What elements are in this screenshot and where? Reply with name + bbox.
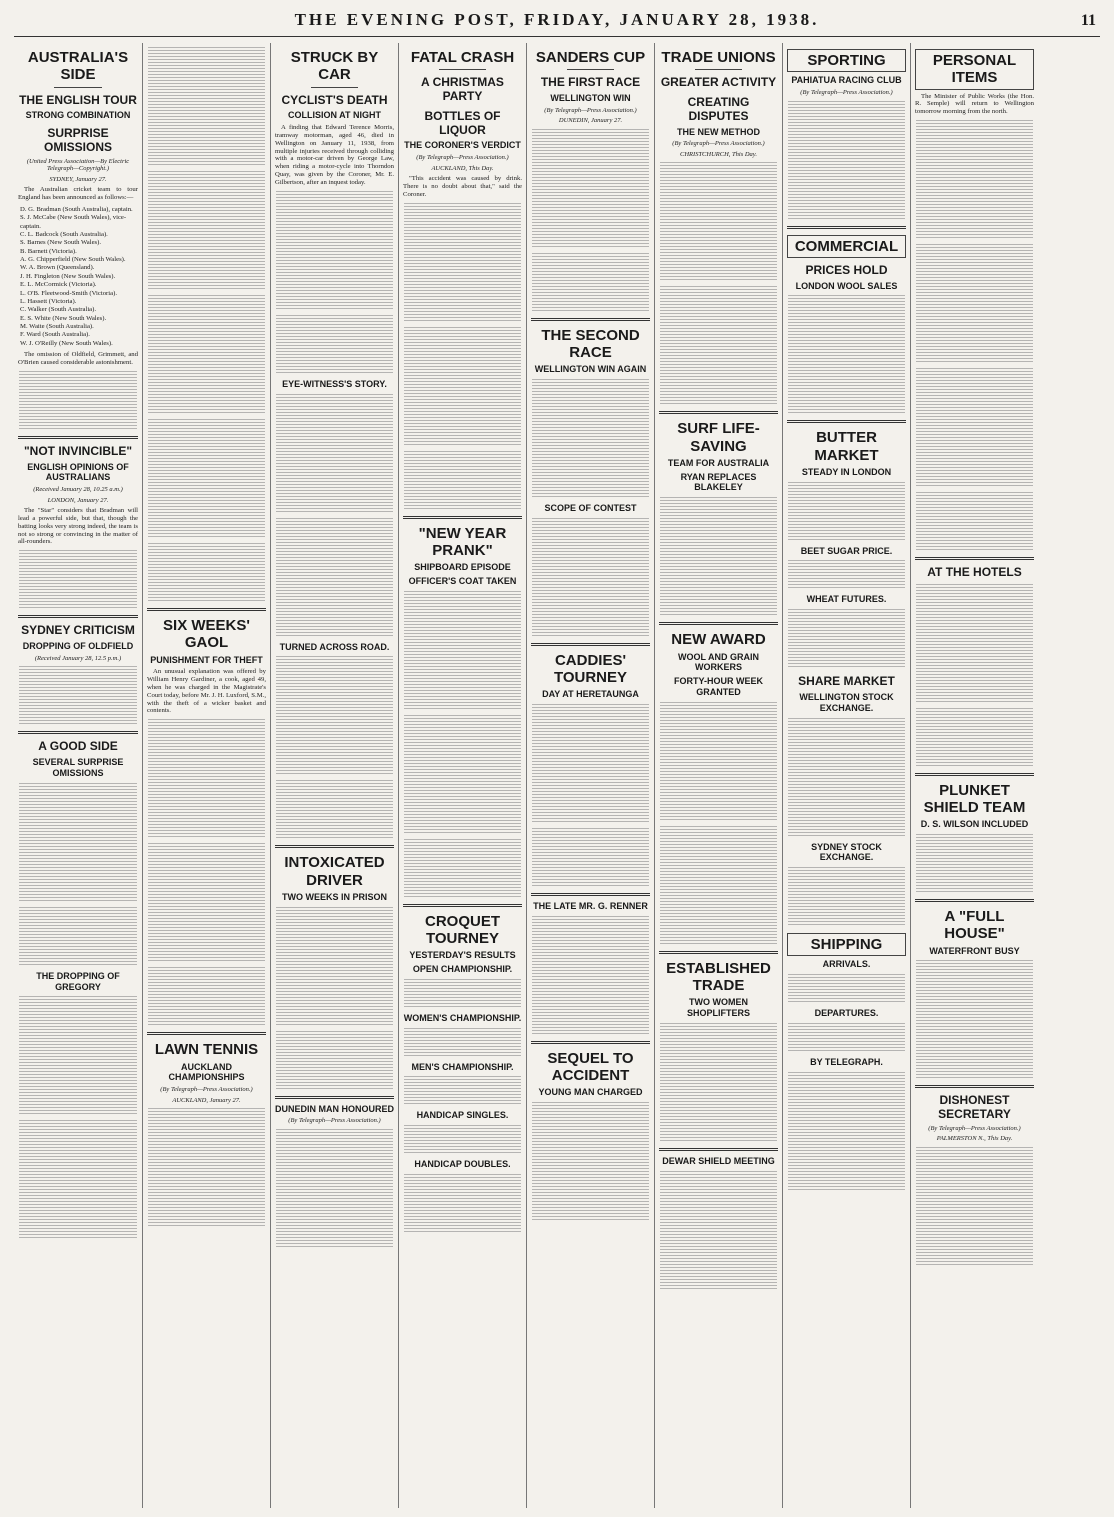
team-member: J. H. Fingleton (New South Wales).	[20, 272, 116, 280]
divider	[659, 951, 778, 954]
dateline: SYDNEY, January 27.	[49, 175, 107, 183]
team-member: C. L. Badcock (South Australia).	[20, 230, 108, 238]
column-8	[910, 43, 1038, 1508]
body-text-block	[532, 129, 649, 249]
subhead-womens-championship: WOMEN'S CHAMPIONSHIP.	[403, 1012, 522, 1023]
team-member: M. Waite (South Australia).	[20, 323, 94, 330]
body-text-block	[19, 907, 137, 967]
column-6	[654, 43, 782, 1508]
divider	[18, 731, 138, 734]
body-text-block	[660, 497, 777, 617]
team-member: L. Hassett (Victoria).	[20, 297, 77, 305]
headline-intoxicated-driver: INTOXICATED DRIVER	[284, 854, 385, 889]
wire-credit: (By Telegraph—Press Association.)	[544, 106, 637, 114]
subhead-wellington-win: WELLINGTON WIN	[550, 93, 631, 104]
dateline: CHRISTCHURCH, This Day.	[680, 150, 757, 158]
body-text-block	[276, 907, 393, 1027]
divider	[787, 226, 906, 229]
body-text-block	[788, 718, 905, 838]
subhead-sydney-stock-exchange: SYDNEY STOCK EXCHANGE.	[811, 841, 882, 863]
body-text-block	[19, 996, 137, 1116]
masthead-title: THE EVENING POST, FRIDAY, JANUARY 28, 1938.	[294, 10, 820, 29]
headline-lawn-tennis: LAWN TENNIS	[154, 1041, 259, 1059]
subhead-wool-grain-workers: WOOL AND GRAIN WORKERS	[678, 651, 759, 673]
subhead-officers-coat: OFFICER'S COAT TAKEN	[408, 575, 517, 586]
headline-fatal-crash: FATAL CRASH	[410, 49, 515, 66]
section-head-personal-items: PERSONAL ITEMS	[915, 49, 1034, 90]
divider	[531, 1041, 650, 1044]
subhead-handicap-doubles: HANDICAP DOUBLES.	[414, 1159, 511, 1170]
divider	[439, 69, 487, 70]
subhead-turned-across-road: TURNED ACROSS ROAD.	[279, 641, 390, 652]
divider	[915, 899, 1034, 902]
subhead-wheat-futures: WHEAT FUTURES.	[806, 594, 887, 605]
headline-established-trade: ESTABLISHED TRADE	[666, 959, 771, 994]
subhead-pahiatua-racing: PAHIATUA RACING CLUB	[791, 75, 902, 86]
body-text-block	[404, 591, 521, 711]
subhead-wellington-stock-exchange: WELLINGTON STOCK EXCHANGE.	[799, 692, 894, 713]
team-member: D. G. Bradman (South Australia), captain.	[20, 205, 133, 213]
divider	[275, 845, 394, 848]
headline-australias-side: AUSTRALIA'S SIDE	[27, 49, 129, 84]
subhead-punishment-theft: PUNISHMENT FOR THEFT	[150, 654, 263, 665]
team-member: E. S. White (New South Wales).	[20, 314, 107, 322]
received-note: (Received January 28, 10.25 a.m.)	[33, 486, 123, 494]
headline-cyclists-death: CYCLIST'S DEATH	[281, 92, 388, 107]
body-text-block	[148, 1108, 265, 1228]
headline-plunket-shield-team: PLUNKET SHIELD TEAM	[923, 781, 1026, 817]
body-text-block	[532, 828, 649, 888]
wire-credit: (By Telegraph—Press Association.)	[800, 89, 893, 97]
body-text-block	[148, 47, 265, 167]
divider	[695, 69, 743, 70]
body-text-block	[660, 286, 777, 406]
divider	[659, 411, 778, 414]
headline-not-invincible: "NOT INVINCIBLE"	[23, 443, 133, 458]
divider	[531, 893, 650, 896]
body-text-block	[404, 715, 521, 835]
divider	[659, 622, 778, 625]
subhead-steady-in-london: STEADY IN LONDON	[801, 466, 892, 477]
subhead-late-mr-renner: THE LATE MR. G. RENNER	[533, 901, 648, 912]
body-text-block	[916, 584, 1033, 704]
headline-butter-market: BUTTER MARKET	[814, 429, 879, 464]
subhead-beet-sugar: BEET SUGAR PRICE.	[800, 545, 893, 556]
divider	[531, 643, 650, 646]
body-text-block	[404, 979, 521, 1009]
body-text-block	[276, 191, 393, 311]
body-text-block	[148, 843, 265, 963]
subhead-day-at-heretaunga: DAY AT HERETAUNGA	[542, 689, 639, 700]
team-member: B. Barnett (Victoria).	[20, 247, 77, 255]
body-text-block	[404, 327, 521, 447]
body-text-block	[404, 1125, 521, 1155]
dateline: LONDON, January 27.	[47, 496, 109, 504]
body-text-block	[660, 826, 777, 946]
divider	[403, 516, 522, 519]
dateline: AUCKLAND, This Day.	[431, 164, 494, 172]
subhead-auckland-championships: AUCKLAND CHAMPIONSHIPS	[168, 1061, 245, 1083]
headline-caddies-tourney: CADDIES' TOURNEY	[553, 651, 628, 687]
body-text-block	[788, 482, 905, 542]
subhead-dropping-gregory: THE DROPPING OF GREGORY	[36, 970, 120, 992]
headline-bottles-of-liquor: BOTTLES OF LIQUOR	[424, 108, 501, 137]
body-text-block	[148, 719, 265, 839]
subhead-two-women-shoplifters: TWO WOMEN SHOPLIFTERS	[686, 997, 750, 1018]
divider	[147, 608, 266, 611]
body-text-block	[19, 1120, 137, 1240]
body-text-block	[148, 171, 265, 291]
body-text-block	[788, 1072, 905, 1192]
subhead-english-opinions: ENGLISH OPINIONS OF AUSTRALIANS	[27, 461, 129, 483]
column-3	[270, 43, 398, 1508]
article-paragraph: "This accident was caused by drink. There is no doubt about that," said the Coroner.	[403, 175, 522, 198]
subhead-ryan-replaces-blakeley: RYAN REPLACES BLAKELEY	[680, 471, 757, 493]
body-text-block	[532, 916, 649, 1036]
body-text-block	[532, 1102, 649, 1222]
body-text-block	[916, 368, 1033, 488]
wire-credit: (By Telegraph—Press Association.)	[288, 1117, 381, 1125]
divider	[147, 1032, 266, 1035]
body-text-block	[660, 702, 777, 822]
subhead-new-method: THE NEW METHOD	[677, 126, 760, 137]
divider	[403, 904, 522, 907]
body-text-block	[916, 834, 1033, 894]
body-text-block	[788, 867, 905, 927]
subhead-wellington-win-again: WELLINGTON WIN AGAIN	[534, 364, 647, 375]
subhead-open-championship: OPEN CHAMPIONSHIP.	[412, 964, 513, 975]
body-text-block	[404, 203, 521, 323]
headline-dishonest-secretary: DISHONEST SECRETARY	[938, 1093, 1011, 1122]
subhead-scope-of-contest: SCOPE OF CONTEST	[544, 503, 637, 514]
headline-new-year-prank: "NEW YEAR PRANK"	[418, 524, 507, 559]
subhead-two-weeks-prison: TWO WEEKS IN PRISON	[281, 891, 387, 902]
body-text-block	[19, 666, 137, 726]
body-text-block	[276, 780, 393, 840]
headline-surprise-omissions: SURPRISE OMISSIONS	[43, 126, 112, 154]
headline-second-race: THE SECOND RACE	[541, 326, 640, 362]
body-text-block	[276, 518, 393, 638]
team-member: S. J. McCabe (New South Wales), vice-captain.	[20, 214, 127, 230]
divider	[567, 69, 615, 70]
divider	[531, 318, 650, 321]
body-text-block	[788, 101, 905, 221]
body-text-block	[532, 704, 649, 824]
column-4	[398, 43, 526, 1508]
body-text-block	[404, 839, 521, 899]
section-head-sporting: SPORTING	[787, 49, 906, 72]
divider	[787, 420, 906, 423]
subhead-london-wool-sales: LONDON WOOL SALES	[795, 280, 898, 291]
body-text-block	[276, 1129, 393, 1249]
body-text-block	[276, 656, 393, 776]
column-7	[782, 43, 910, 1508]
subhead-by-telegraph: BY TELEGRAPH.	[810, 1057, 883, 1068]
body-text-block	[276, 394, 393, 514]
subhead-mens-championship: MEN'S CHAMPIONSHIP.	[411, 1061, 514, 1072]
column-2	[142, 43, 270, 1508]
headline-a-good-side: A GOOD SIDE	[38, 739, 118, 754]
body-text-block	[788, 974, 905, 1004]
subhead-surprise-omissions: SEVERAL SURPRISE OMISSIONS	[32, 757, 124, 778]
divider	[18, 436, 138, 439]
headline-sydney-criticism: SYDNEY CRITICISM	[21, 623, 135, 638]
body-text-block	[148, 419, 265, 539]
divider	[275, 1096, 394, 1099]
headline-first-race: THE FIRST RACE	[540, 75, 641, 90]
body-text-block	[148, 967, 265, 1027]
divider	[915, 773, 1034, 776]
subhead-departures: DEPARTURES.	[814, 1008, 879, 1019]
body-text-block	[916, 244, 1033, 364]
article-paragraph: A finding that Edward Terence Morris, tramway motorman, aged 46, died in Wellington on January 11, 1938, from multiple injuries received through colliding with a motor-car driven by George Law, when riding a motor-cycle into Thorndon Quay, was given by the Coroner, Mr. E. Gilbertson, after an inquest today.	[275, 124, 394, 186]
subhead-eye-witness: EYE-WITNESS'S STORY.	[282, 378, 387, 389]
section-head-shipping: SHIPPING	[787, 933, 906, 956]
headline-share-market: SHARE MARKET	[798, 674, 895, 689]
divider	[659, 1148, 778, 1151]
subhead-young-man-charged: YOUNG MAN CHARGED	[538, 1087, 643, 1098]
subhead-dewar-shield: DEWAR SHIELD MEETING	[662, 1155, 775, 1166]
headline-full-house: A "FULL HOUSE"	[944, 908, 1005, 943]
subhead-arrivals: ARRIVALS.	[822, 959, 871, 970]
article-paragraph: An unusual explanation was offered by William Henry Gardiner, a cook, aged 49, when he was charged in the Magistrate's Court today, before Mr. J. H. Luxford, S.M., with the theft of a wicker basket and contents.	[147, 668, 266, 715]
headline-croquet-tourney: CROQUET TOURNEY	[425, 912, 500, 947]
subhead-dropping-oldfield: DROPPING OF OLDFIELD	[22, 641, 134, 652]
divider	[54, 87, 102, 88]
subhead-forty-hour-week: FORTY-HOUR WEEK GRANTED	[674, 676, 763, 697]
team-member: C. Walker (South Australia).	[20, 306, 97, 314]
article-paragraph: The "Star" considers that Bradman will lead a powerful side, but that, though the batting looks very strong indeed, the team is not so strong or convincing in the matter of all-rounders.	[18, 507, 138, 546]
body-text-block	[404, 1028, 521, 1058]
body-text-block	[276, 315, 393, 375]
team-member: A. G. Chipperfield (New South Wales).	[20, 256, 126, 263]
dateline: PALMERSTON N., This Day.	[936, 1135, 1013, 1143]
body-text-block	[532, 253, 649, 313]
team-member: S. Barnes (New South Wales).	[20, 239, 102, 247]
body-text-block	[788, 609, 905, 669]
headline-greater-activity: GREATER ACTIVITY	[660, 75, 777, 90]
subhead-wilson-included: D. S. WILSON INCLUDED	[920, 819, 1029, 830]
headline-christmas-party: A CHRISTMAS PARTY	[421, 75, 504, 104]
body-text-block	[660, 162, 777, 282]
column-5	[526, 43, 654, 1508]
body-text-block	[788, 295, 905, 415]
dateline: DUNEDIN, January 27.	[558, 117, 623, 125]
team-member: W. A. Brown (Queensland).	[20, 264, 95, 272]
page-number: 11	[1080, 12, 1096, 29]
team-list	[18, 206, 138, 348]
wire-credit: (By Telegraph—Press Association.)	[416, 154, 509, 162]
body-text-block	[916, 708, 1033, 768]
subhead-collision-at-night: COLLISION AT NIGHT	[288, 110, 381, 121]
subhead-handicap-singles: HANDICAP SINGLES.	[416, 1110, 509, 1121]
body-text-block	[19, 550, 137, 610]
subhead-waterfront-busy: WATERFRONT BUSY	[929, 945, 1020, 956]
team-member: F. Ward (South Australia).	[20, 331, 90, 339]
body-text-block	[148, 295, 265, 415]
wire-credit: (By Telegraph—Press Association.)	[160, 1086, 253, 1094]
dateline: AUCKLAND, January 27.	[172, 1096, 241, 1104]
divider	[915, 557, 1034, 560]
received-note: (Received January 28, 12.5 p.m.)	[34, 654, 122, 662]
body-text-block	[660, 1023, 777, 1143]
headline-surf-life-saving: SURF LIFE-SAVING	[677, 420, 760, 455]
divider	[18, 615, 138, 618]
headline-at-the-hotels: AT THE HOTELS	[927, 564, 1022, 579]
team-member: W. J. O'Reilly (New South Wales).	[20, 339, 113, 347]
headline-sanders-cup: SANDERS CUP	[535, 49, 646, 66]
subhead-yesterdays-results: YESTERDAY'S RESULTS	[409, 950, 516, 961]
columns	[14, 43, 1100, 1508]
headline-trade-unions: TRADE UNIONS	[661, 49, 776, 66]
body-text-block	[788, 1023, 905, 1053]
subhead-coroners-verdict: THE CORONER'S VERDICT	[404, 140, 521, 151]
body-text-block	[916, 1147, 1033, 1267]
article-lead: The Australian cricket team to tour England has been announced as follows:—	[18, 186, 138, 201]
body-text-block	[404, 451, 521, 511]
team-member: L. O'B. Fleetwood-Smith (Victoria).	[20, 289, 118, 297]
headline-six-weeks-gaol: SIX WEEKS' GAOL	[163, 617, 250, 652]
headline-sequel-to-accident: SEQUEL TO ACCIDENT	[547, 1049, 634, 1085]
divider	[915, 1085, 1034, 1088]
body-text-block	[916, 492, 1033, 552]
body-text-block	[276, 1031, 393, 1091]
body-text-block	[916, 120, 1033, 240]
subhead-shipboard-episode: SHIPBOARD EPISODE	[414, 562, 511, 573]
body-text-block	[916, 960, 1033, 1080]
headline-struck-by-car: STRUCK BY CAR	[290, 49, 379, 84]
body-text-block	[532, 379, 649, 499]
body-text-block	[532, 518, 649, 638]
subhead-team-for-australia: TEAM FOR AUSTRALIA	[667, 457, 770, 468]
body-text-block	[404, 1174, 521, 1234]
body-text-block	[788, 560, 905, 590]
team-member: E. L. McCormick (Victoria).	[20, 281, 97, 289]
body-text-block	[660, 1171, 777, 1291]
body-text-block	[19, 371, 137, 431]
body-text-block	[19, 783, 137, 903]
article-paragraph: The Minister of Public Works (the Hon. R. Semple) will return to Wellington tomorrow morning from the north.	[915, 92, 1034, 116]
wire-credit: (By Telegraph—Press Association.)	[928, 1124, 1021, 1132]
section-head-commercial: COMMERCIAL	[787, 235, 906, 258]
wire-credit: (United Press Association—By Electric Telegraph—Copyright.)	[26, 157, 130, 173]
headline-english-tour: THE ENGLISH TOUR	[19, 92, 137, 107]
divider	[311, 87, 359, 88]
body-text-block	[148, 543, 265, 603]
headline-new-award: NEW AWARD	[671, 631, 766, 649]
column-1	[14, 43, 142, 1508]
body-text-block	[404, 1076, 521, 1106]
headline-prices-hold: PRICES HOLD	[805, 262, 888, 277]
wire-credit: (By Telegraph—Press Association.)	[672, 140, 765, 148]
masthead	[14, 10, 1100, 37]
subhead-dunedin-man-honoured: DUNEDIN MAN HONOURED	[275, 1103, 394, 1114]
subhead-strong-combination: STRONG COMBINATION	[25, 110, 131, 121]
headline-creating-disputes: CREATING DISPUTES	[687, 95, 750, 123]
article-paragraph: The omission of Oldfield, Grimmett, and O'Brien caused considerable astonishment.	[18, 351, 138, 366]
